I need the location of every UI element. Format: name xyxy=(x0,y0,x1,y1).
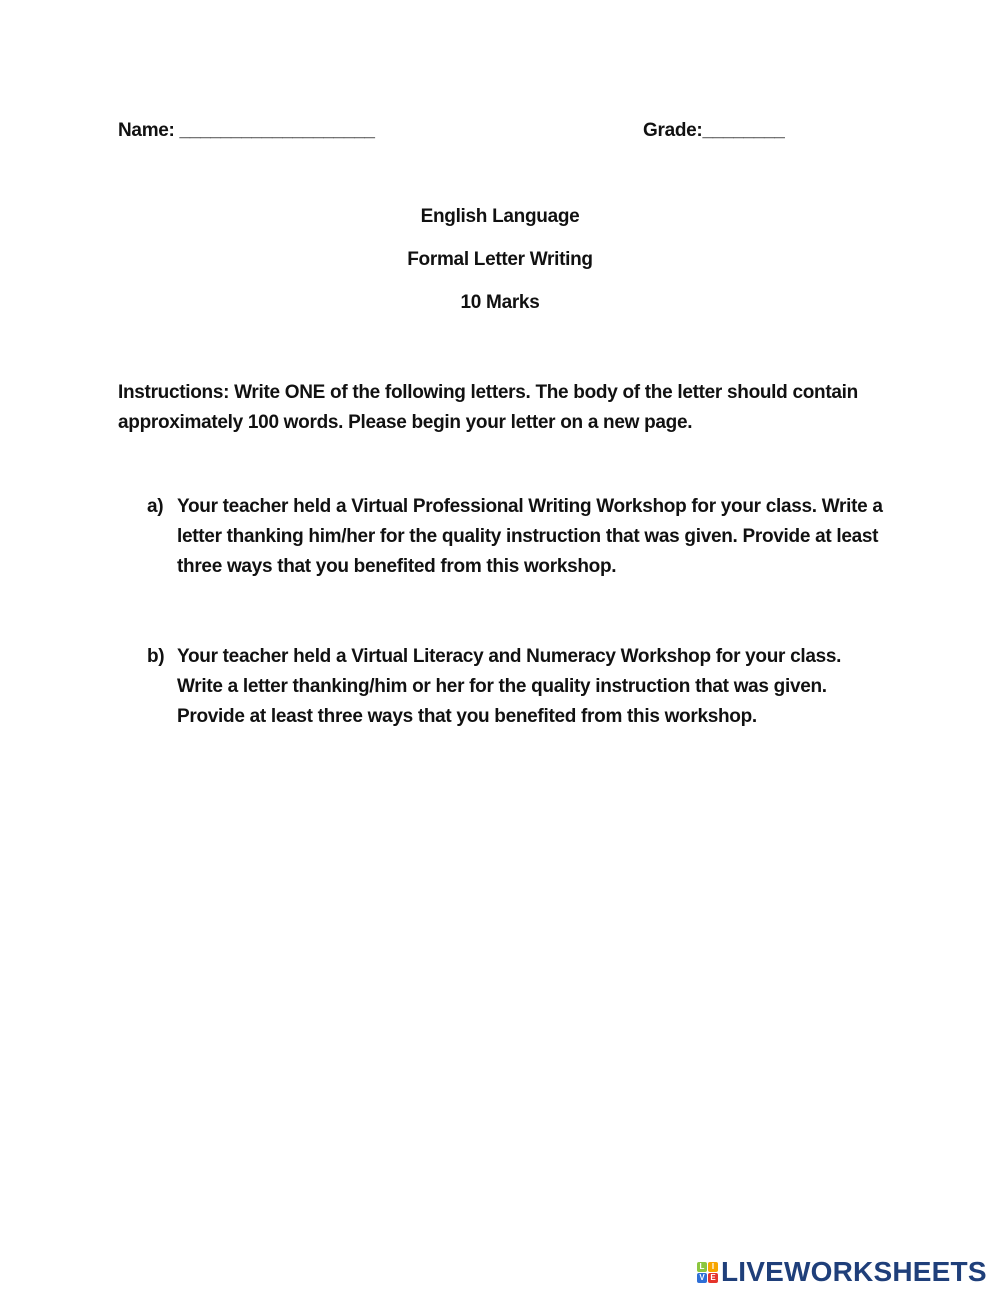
subject-title: English Language xyxy=(420,206,580,227)
item-marker: b) xyxy=(147,646,165,667)
item-marker: a) xyxy=(147,496,164,517)
item-text: Your teacher held a Virtual Literacy and Numeracy Workshop for your class. Write a letter thanking/him or her for the quality instruction that was given. Provide at least three ways that you benefited from this workshop. xyxy=(177,646,842,727)
item-text: Your teacher held a Virtual Professional Writing Workshop for your class. Write a letter thanking him/her for the quality instruction that was given. Provide at least three ways that you benefited from this workshop. xyxy=(177,496,883,577)
block-v: V xyxy=(697,1273,707,1283)
live-blocks-icon xyxy=(697,1262,718,1283)
grade-field-label: Grade:________ xyxy=(643,120,785,141)
block-l: L xyxy=(697,1262,707,1272)
list-item xyxy=(147,492,887,582)
logo-text: LIVEWORKSHEETS xyxy=(721,1256,987,1287)
list-item xyxy=(147,642,887,732)
instructions-text: Instructions: Write ONE of the following letters. The body of the letter should contain approximately 100 words. Please begin your letter on a new page. xyxy=(118,382,858,433)
topic-title: Formal Letter Writing xyxy=(407,249,593,270)
block-i: I xyxy=(708,1262,718,1272)
liveworksheets-logo xyxy=(697,1256,987,1288)
block-e: E xyxy=(708,1273,718,1283)
marks-title: 10 Marks xyxy=(460,292,540,313)
name-field-label: Name: ___________________ xyxy=(118,120,375,141)
